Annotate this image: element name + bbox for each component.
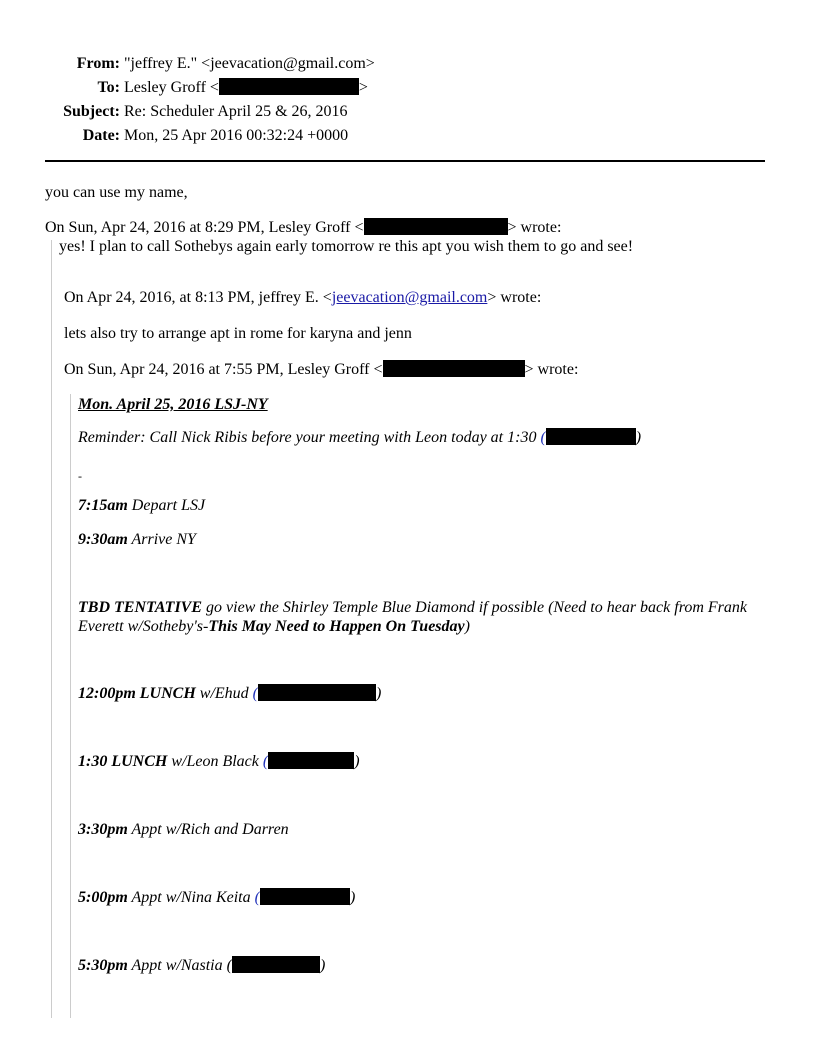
subject-value: Re: Scheduler April 25 & 26, 2016 <box>124 103 348 120</box>
to-label: To: <box>97 79 120 96</box>
redaction-box <box>258 684 376 701</box>
date-label: Date: <box>82 127 120 144</box>
close-paren: ) <box>635 429 642 446</box>
date-value: Mon, 25 Apr 2016 00:32:24 +0000 <box>124 127 349 144</box>
redaction-box <box>383 360 525 377</box>
redaction-box <box>546 428 636 445</box>
subject-row <box>40 100 375 124</box>
close-paren: ) <box>354 753 360 770</box>
schedule-item <box>78 530 196 550</box>
schedule-text-tail: ) <box>464 618 470 635</box>
quote1-intro-prefix: On Sun, Apr 24, 2016 at 8:29 PM, Lesley Groff < <box>45 219 364 236</box>
to-value-suffix: > <box>358 79 368 96</box>
email-link[interactable]: jeevacation@gmail.com <box>331 289 488 306</box>
to-value <box>124 76 368 100</box>
reminder-line <box>78 428 641 448</box>
quote-bar <box>70 394 71 1018</box>
open-paren: ( <box>262 753 269 770</box>
schedule-item <box>78 496 205 516</box>
schedule-item <box>78 888 355 908</box>
redaction-box <box>268 752 354 769</box>
schedule-text: Arrive NY <box>127 531 196 548</box>
schedule-text: Appt w/Nastia <box>127 957 227 974</box>
schedule-text: go view the Shirley Temple Blue Diamond if possible (Need to hear back from Frank Everett w/Sotheby's- <box>78 599 747 635</box>
quote3-intro-suffix: > wrote: <box>524 361 579 378</box>
schedule-time: 5:30pm <box>78 957 128 974</box>
dash-separator: - <box>78 469 82 483</box>
schedule-text: Appt w/Rich and Darren <box>127 821 289 838</box>
quote3-intro <box>64 360 578 380</box>
from-label: From: <box>76 55 120 72</box>
email-header <box>40 52 375 148</box>
schedule-item <box>78 752 360 772</box>
schedule-emphasis: This May Need to Happen On Tuesday <box>208 618 465 635</box>
date-row <box>40 124 375 148</box>
quote2-intro-prefix: On Apr 24, 2016, at 8:13 PM, jeffrey E. < <box>64 289 332 306</box>
schedule-time: 12:00pm LUNCH <box>78 685 196 702</box>
open-paren: ( <box>252 685 258 702</box>
schedule-date-heading: Mon. April 25, 2016 LSJ-NY <box>78 396 268 413</box>
quote2-intro-suffix: > wrote: <box>487 289 542 306</box>
to-row <box>40 76 375 100</box>
schedule-item <box>78 684 381 704</box>
schedule-time: 3:30pm <box>78 821 128 838</box>
open-paren: ( <box>540 429 546 446</box>
quote2-text: lets also try to arrange apt in rome for karyna and jenn <box>64 325 412 342</box>
quote2-intro <box>64 288 541 308</box>
schedule-item <box>78 820 289 840</box>
from-row <box>40 52 375 76</box>
schedule-item <box>78 956 325 976</box>
open-paren: ( <box>254 889 260 906</box>
from-value: "jeffrey E." <jeevacation@gmail.com> <box>124 55 375 72</box>
close-paren: ) <box>349 889 356 906</box>
redaction-box <box>260 888 350 905</box>
open-paren: ( <box>226 957 232 974</box>
schedule-time: 9:30am <box>78 531 128 548</box>
schedule-time: 1:30 LUNCH <box>78 753 168 770</box>
schedule-text: Depart LSJ <box>127 497 206 514</box>
close-paren: ) <box>319 957 326 974</box>
schedule-text: Appt w/Nina Keita <box>127 889 255 906</box>
schedule-text: w/Ehud <box>195 685 253 702</box>
close-paren: ) <box>376 685 382 702</box>
redaction-box <box>219 78 359 95</box>
schedule-time: 5:00pm <box>78 889 128 906</box>
schedule-item <box>78 598 768 636</box>
schedule-time: TBD TENTATIVE <box>78 599 203 616</box>
quote1-intro-suffix: > wrote: <box>507 219 562 236</box>
redaction-box <box>232 956 320 973</box>
reply-text: you can use my name, <box>45 184 188 201</box>
schedule-time: 7:15am <box>78 497 128 514</box>
subject-label: Subject: <box>63 103 120 120</box>
redaction-box <box>364 218 508 235</box>
to-value-prefix: Lesley Groff < <box>124 79 219 96</box>
quote3-intro-prefix: On Sun, Apr 24, 2016 at 7:55 PM, Lesley Groff < <box>64 361 383 378</box>
quote1-intro <box>45 218 561 238</box>
reminder-text: Reminder: Call Nick Ribis before your meeting with Leon today at 1:30 <box>78 429 537 446</box>
quote1-text: yes! I plan to call Sothebys again early tomorrow re this apt you wish them to go and see! <box>59 238 634 255</box>
header-divider <box>45 160 765 162</box>
schedule-text: w/Leon Black <box>167 753 263 770</box>
quote-bar <box>51 240 52 1018</box>
